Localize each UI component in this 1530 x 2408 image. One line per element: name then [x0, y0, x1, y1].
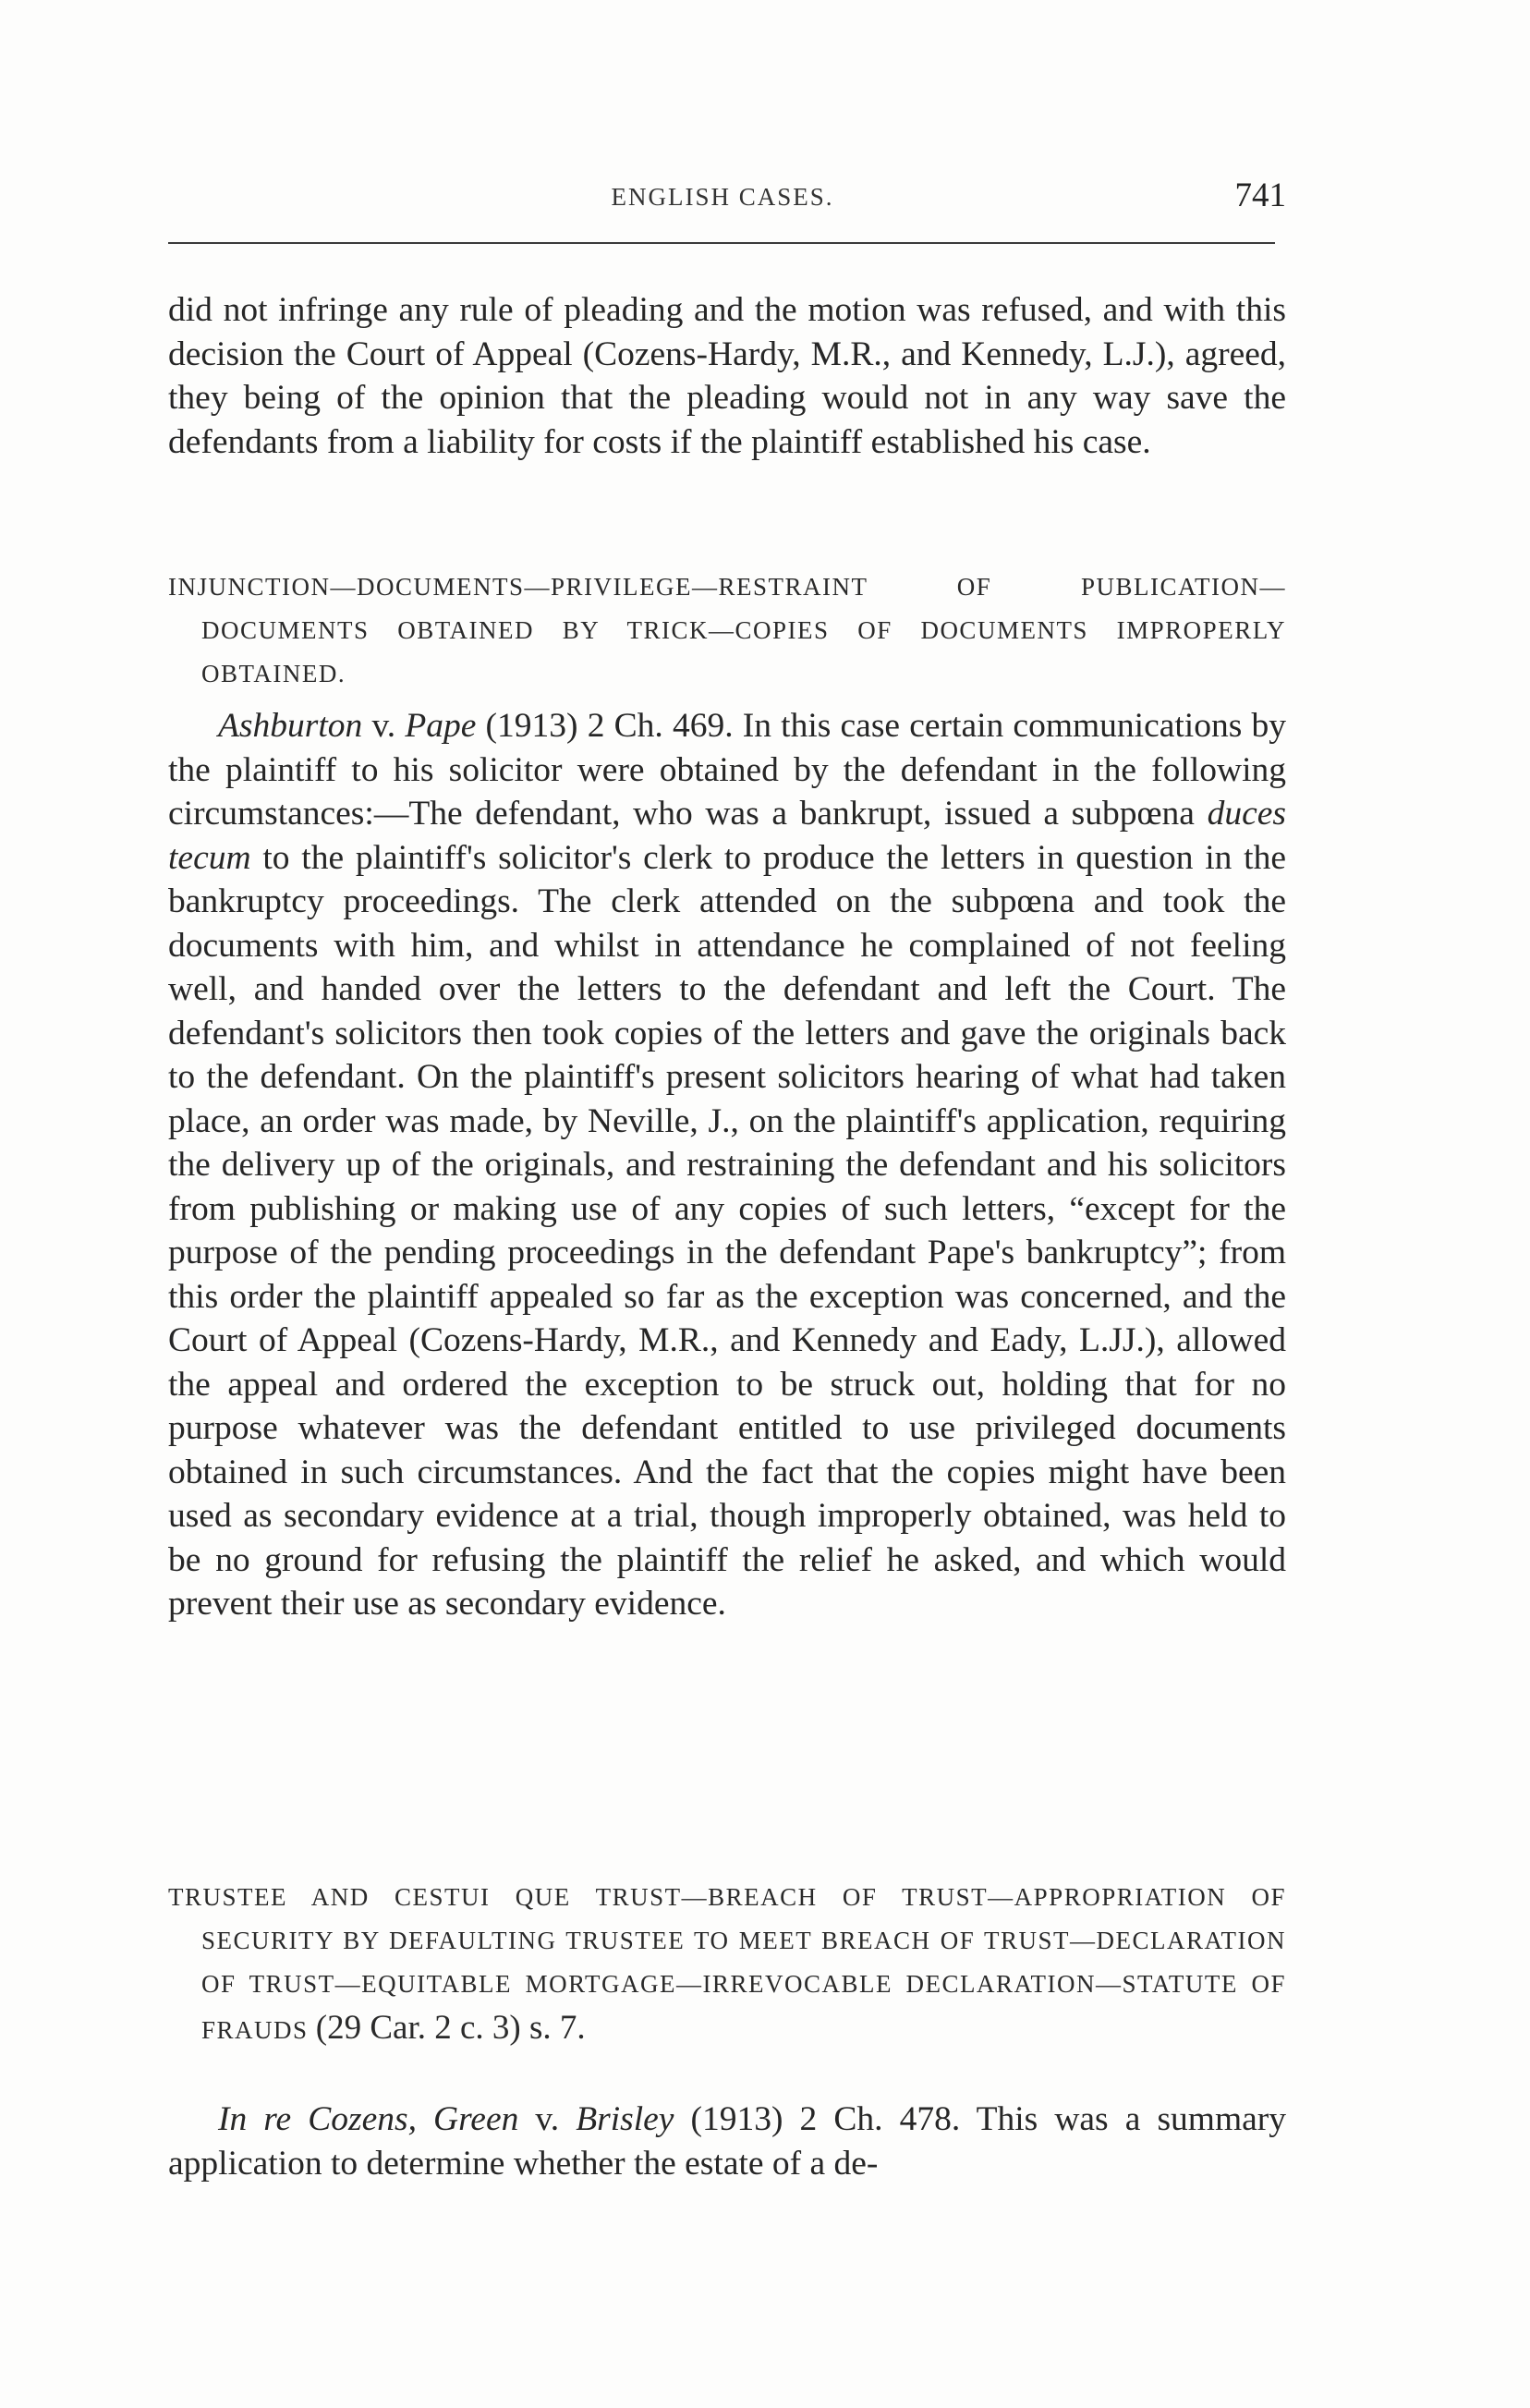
case-name: In re Cozens, Green — [218, 2100, 519, 2138]
running-title: ENGLISH CASES. — [611, 183, 834, 211]
case-text-part-2: to the plaintiff's solicitor's clerk to produce the letters in question in the bankruptcy proceedings. The clerk attended on the subpœna and took the documents with him, and whilst in attendance he complained of not feeling well, and handed over the letters to the defendant and left the Court. The defendant's solicitors then took copies of the letters and gave the originals back to the defendant. On the plaintiff's present solicitors hearing of what had taken place, an order was made, by Neville, J., on the plaintiff's application, requiring the delivery up of the originals, and restraining the defendant and his solicitors from publishing or making use of any copies of such letters, “except for the purpose of the pending proceedings in the defendant Pape's bankruptcy”; from this order the plaintiff appealed so far as the exception was concerned, and the Court of Appeal (Cozens-Hardy, M.R., and Kennedy and Eady, L.JJ.), allowed the appeal and ordered the exception to be struck out, holding that for no purpose whatever was the defendant entitled to use privileged documents obtained in such circumstances. And the fact that the copies might have been used as secondary evidence at a trial, though improperly obtained, was held to be no ground for refusing the plaintiff the relief he asked, and which would prevent their use as secondary evidence. — [168, 838, 1286, 1623]
continuation-paragraph — [168, 288, 1286, 464]
running-head — [168, 166, 1286, 218]
case-citation: (1913) 2 Ch. 469. — [476, 707, 743, 745]
case-paragraph-cozens — [168, 2098, 1286, 2185]
case-name: Ashburton — [218, 707, 363, 745]
case-text-part-1: In this case certain communications by the plaintiff to his solicitor were obtained by the defendant in the following circumstances:—The defendant, who was a bankrupt, issued a subpœna — [168, 707, 1286, 833]
section-heading-text: INJUNCTION—DOCUMENTS—PRIVILEGE—RESTRAINT OF PUBLICATION—DOCUMENTS OBTAINED BY TRICK—COPIES OF DOCUMENTS IMPROPERLY OBTAINED. — [168, 573, 1286, 687]
case-versus: v. — [518, 2100, 577, 2138]
section-heading-wrap — [168, 1876, 1286, 2052]
header-rule — [168, 242, 1275, 244]
section-heading-text: TRUSTEE AND CESTUI QUE TRUST—BREACH OF TRUST—APPROPRIATION OF SECURITY BY DEFAULTING TRUSTEE TO MEET BREACH OF TRUST—DECLARATION OF TRUST—EQUITABLE MORTGAGE—IRREVOCABLE DECLARATION—STATUTE OF FRAUDS — [168, 1883, 1286, 2044]
case-text: This was a summary application to determine whether the estate of a de- — [168, 2100, 1287, 2183]
case-party: Pape — [405, 707, 477, 745]
case-party: Brisley — [576, 2100, 674, 2138]
italic-phrase: duces tecum — [168, 795, 1286, 877]
case-body — [168, 704, 1286, 1626]
case-body — [168, 2098, 1286, 2185]
section-heading-injunction — [168, 566, 1286, 696]
case-versus: v. — [362, 707, 406, 745]
case-paragraph-ashburton — [168, 704, 1286, 1626]
case-citation: (1913) 2 Ch. 478. — [674, 2100, 977, 2138]
continuation-text: did not infringe any rule of pleading and the motion was refused, and with this decision the Court of Appeal (Cozens-Hardy, M.R., and Kennedy, L.J.), agreed, they being of the opinion that the pleading would not in any way save the defendants from a liability for costs if the plaintiff established his case. — [168, 291, 1286, 461]
page-number: 741 — [1234, 176, 1286, 214]
section-heading-statute: (29 Car. 2 c. 3) s. 7. — [315, 2009, 586, 2047]
section-heading-trustee — [168, 1876, 1286, 2052]
